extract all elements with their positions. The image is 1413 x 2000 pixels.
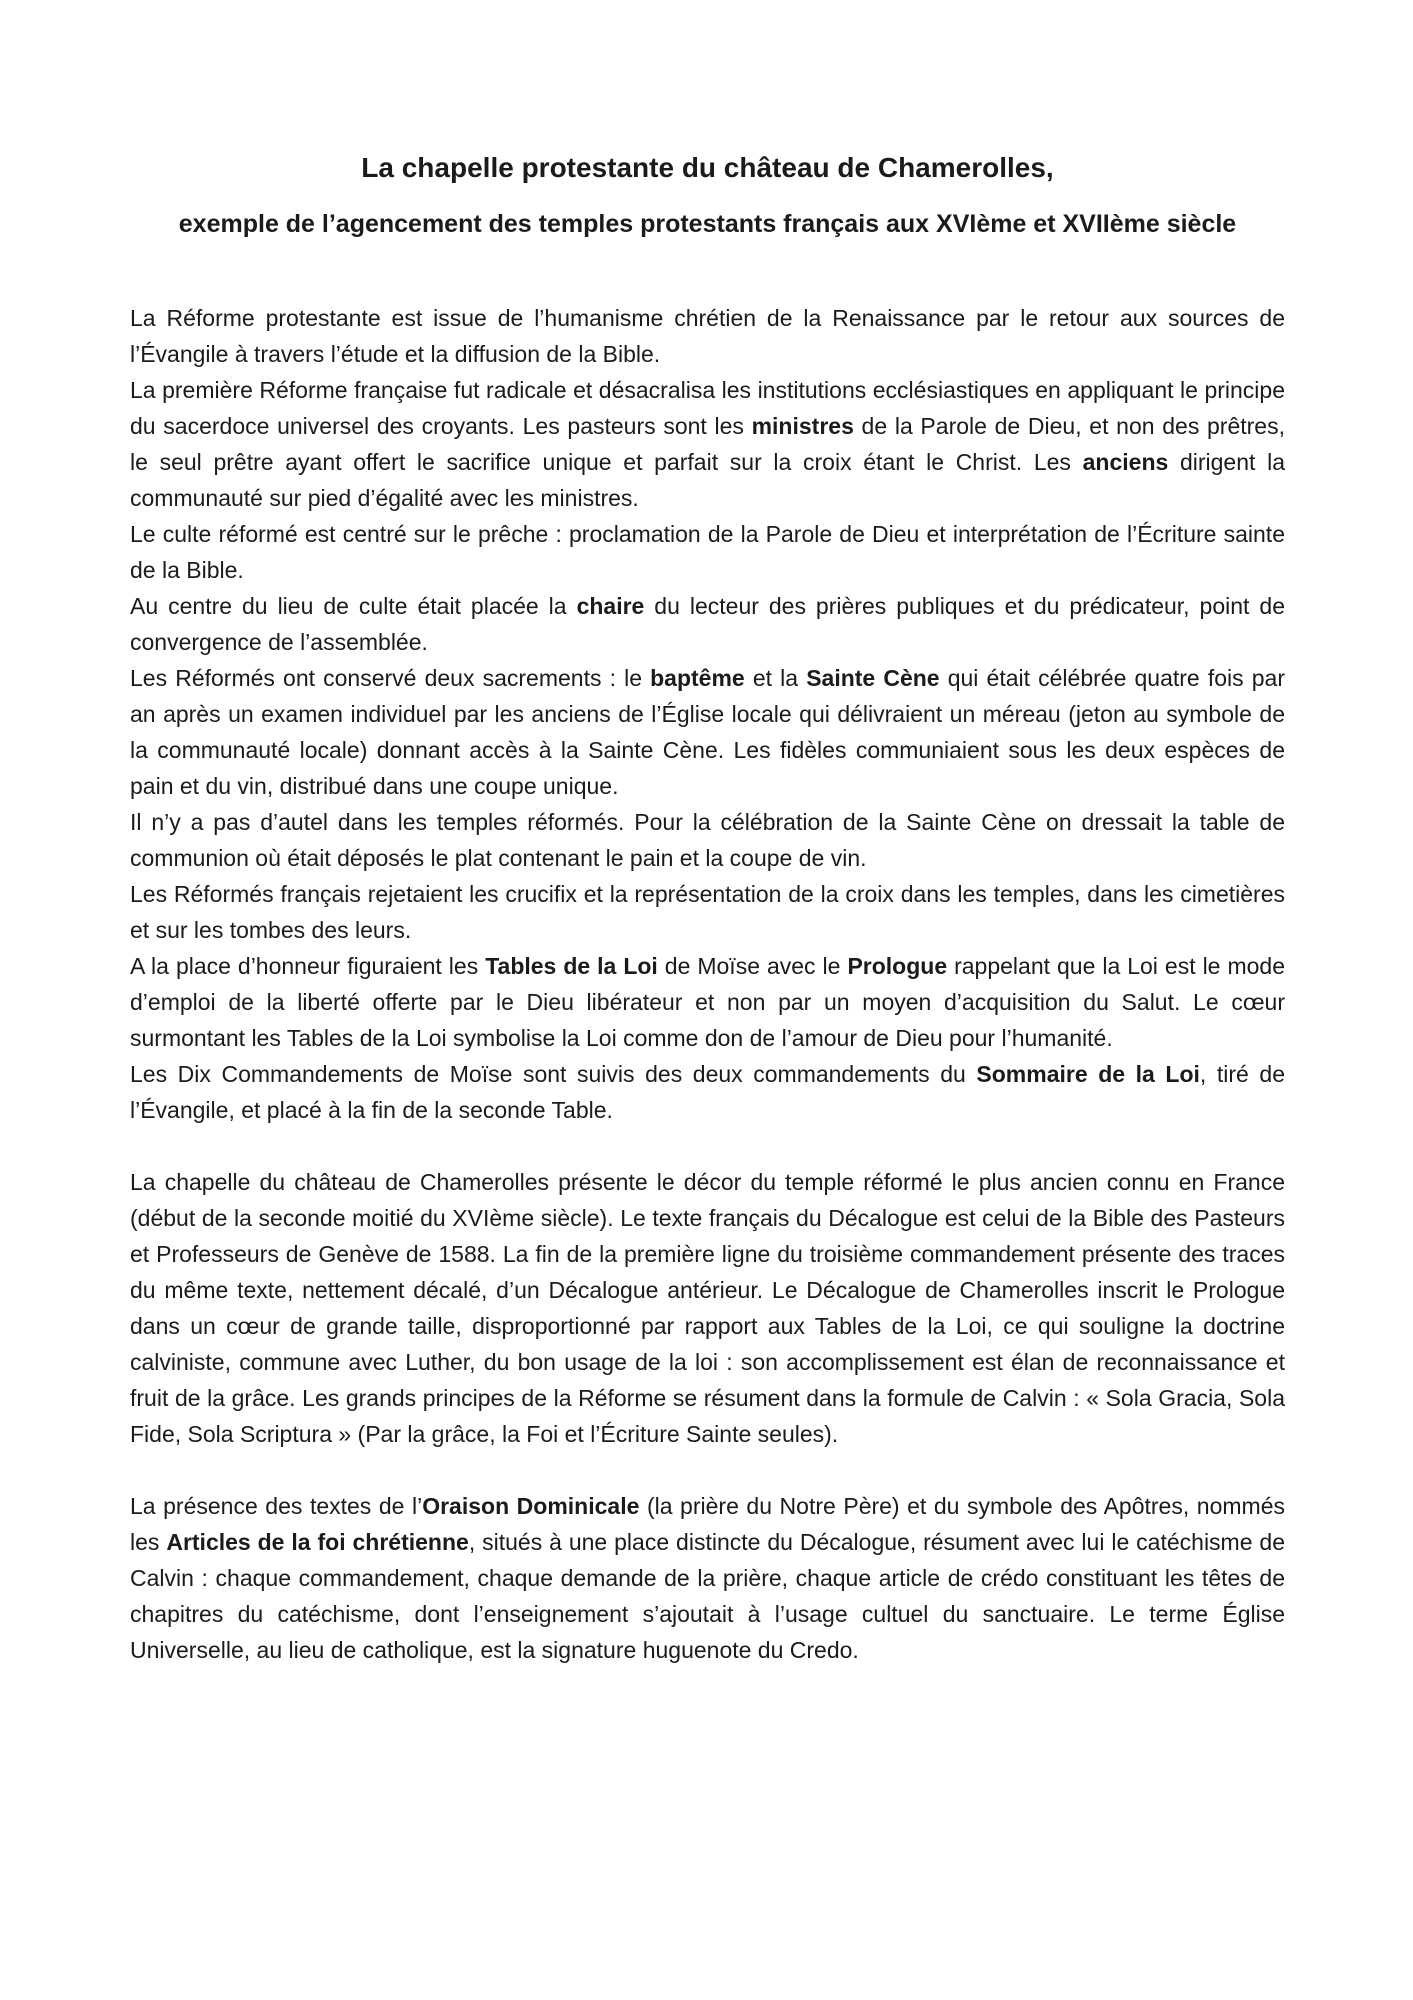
text-run: de Moïse avec le: [657, 953, 848, 980]
document-title: La chapelle protestante du château de Chamerolles,: [361, 152, 1054, 183]
paragraph: [130, 372, 1285, 516]
bold-text-run: anciens: [1082, 449, 1169, 476]
paragraph: [130, 1056, 1285, 1128]
text-run: La présence des textes de l’: [130, 1493, 423, 1520]
bold-text-run: Prologue: [847, 953, 948, 980]
bold-text-run: chaire: [576, 593, 645, 620]
text-run: , tiré de l’Évangile, et placé à la fin de la seconde Table.: [130, 1061, 1285, 1124]
text-run: A la place d’honneur figuraient les: [130, 953, 486, 980]
text-run: Le culte réformé est centré sur le prêche : proclamation de la Parole de Dieu et interprétation de l’Écriture sainte de la Bible.: [130, 521, 1285, 584]
paragraph: [130, 1164, 1285, 1452]
text-run: Il n’y a pas d’autel dans les temples réformés. Pour la célébration de la Sainte Cène on dressait la table de communion où était déposés le plat contenant le pain et la coupe de vin.: [130, 809, 1285, 872]
text-run: et la: [744, 665, 807, 692]
paragraph: [130, 948, 1285, 1056]
text-run: Au centre du lieu de culte était placée la: [130, 593, 577, 620]
bold-text-run: Tables de la Loi: [485, 953, 658, 980]
bold-text-run: Oraison Dominicale: [422, 1493, 640, 1520]
bold-text-run: Sommaire de la Loi: [976, 1061, 1200, 1088]
text-run: dirigent la communauté sur pied d’égalité avec les ministres.: [130, 449, 1286, 512]
text-run: La première Réforme française fut radicale et désacralisa les institutions ecclésiastiques en appliquant le principe du sacerdoce universel des croyants. Les pasteurs sont les: [130, 377, 1285, 440]
document-subtitle: exemple de l’agencement des temples protestants français aux XVIème et XVIIème siècle: [178, 210, 1237, 238]
paragraph: [130, 804, 1285, 876]
bold-text-run: Articles de la foi chrétienne: [166, 1529, 469, 1556]
paragraph: [130, 1488, 1285, 1668]
text-run: de la Parole de Dieu, et non des prêtres, le seul prêtre ayant offert le sacrifice unique et parfait sur la croix étant le Christ. Les: [130, 413, 1285, 476]
paragraph: [130, 300, 1285, 372]
bold-text-run: baptême: [650, 665, 745, 692]
paragraph: [130, 660, 1285, 804]
text-run: La Réforme protestante est issue de l’humanisme chrétien de la Renaissance par le retour aux sources de l’Évangile à travers l’étude et la diffusion de la Bible.: [130, 305, 1285, 368]
bold-text-run: Sainte Cène: [806, 665, 940, 692]
text-run: , situés à une place distincte du Décalogue, résument avec lui le catéchisme de Calvin : chaque commandement, chaque demande de la prière, chaque article de crédo constituant les têtes de chapitres du catéchisme, dont l’enseignement s’ajoutait à l’usage cultuel du sanctuaire. Le terme Église Universelle, au lieu de catholique, est la signature huguenote du Credo.: [130, 1529, 1286, 1664]
text-run: Les Réformés français rejetaient les crucifix et la représentation de la croix dans les temples, dans les cimetières et sur les tombes des leurs.: [130, 881, 1285, 944]
paragraph: [130, 588, 1285, 660]
bold-text-run: ministres: [751, 413, 854, 440]
text-run: Les Réformés ont conservé deux sacrements : le: [130, 665, 651, 692]
paragraph-spacer: [130, 1452, 1285, 1488]
text-run: La chapelle du château de Chamerolles présente le décor du temple réformé le plus ancien connu en France (début de la seconde moitié du XVIème siècle). Le texte français du Décalogue est celui de la Bible des Pasteurs et Professeurs de Genève de 1588. La fin de la première ligne du troisième commandement présente des traces du même texte, nettement décalé, d’un Décalogue antérieur. Le Décalogue de Chamerolles inscrit le Prologue dans un cœur de grande taille, disproportionné par rapport aux Tables de la Loi, ce qui souligne la doctrine calviniste, commune avec Luther, du bon usage de la loi : son accomplissement est élan de reconnaissance et fruit de la grâce. Les grands principes de la Réforme se résument dans la formule de Calvin : « Sola Gracia, Sola Fide, Sola Scriptura » (Par la grâce, la Foi et l’Écriture Sainte seules).: [130, 1169, 1285, 1448]
paragraph: [130, 876, 1285, 948]
text-run: Les Dix Commandements de Moïse sont suivis des deux commandements du: [130, 1061, 977, 1088]
paragraph: [130, 516, 1285, 588]
document-body: [130, 300, 1285, 1668]
text-run: qui était célébrée quatre fois par an après un examen individuel par les anciens de l’Église locale qui délivraient un méreau (jeton au symbole de la communauté locale) donnant accès à la Sainte Cène. Les fidèles communiaient sous les deux espèces de pain et du vin, distribué dans une coupe unique.: [130, 665, 1285, 800]
text-run: rappelant que la Loi est le mode d’emploi de la liberté offerte par le Dieu libérateur et non par un moyen d’acquisition du Salut. Le cœur surmontant les Tables de la Loi symbolise la Loi comme don de l’amour de Dieu pour l’humanité.: [130, 953, 1285, 1052]
text-run: du lecteur des prières publiques et du prédicateur, point de convergence de l’assemblée.: [130, 593, 1285, 656]
paragraph-spacer: [130, 1128, 1285, 1164]
text-run: (la prière du Notre Père) et du symbole des Apôtres, nommés les: [130, 1493, 1285, 1556]
